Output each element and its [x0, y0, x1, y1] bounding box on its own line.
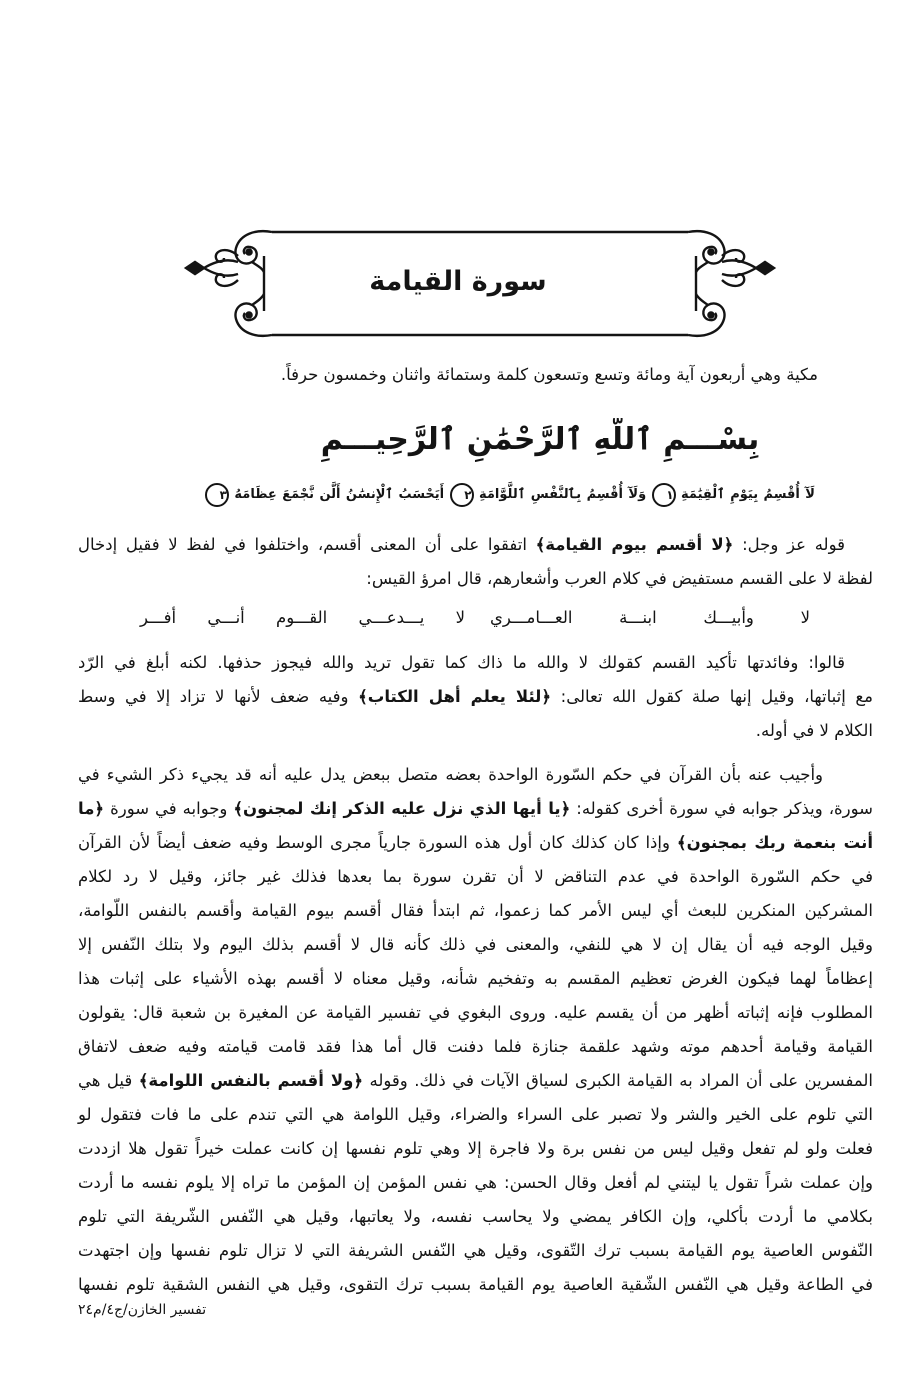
commentary-paragraph — [78, 646, 873, 748]
text-segment: اتفقوا على أن المعنى أقسم، واختلفوا في لفظ لا فقيل إدخال — [78, 535, 536, 554]
poem-second-hemistich: لا يـــدعـــي القـــوم أنـــي أفـــر — [140, 608, 465, 627]
quran-quote: أنت بنعمة ربك بمجنون﴾ — [676, 833, 873, 852]
text-line — [78, 680, 873, 714]
text-line — [78, 1132, 873, 1166]
text-segment: سورة، ويذكر جوابه في سورة أخرى كقوله: — [570, 799, 873, 818]
text-line — [78, 1200, 873, 1234]
text-line — [78, 714, 873, 748]
text-segment: قيل هي — [78, 1071, 139, 1090]
quran-quote: ﴿ولا أقسم بالنفس اللوامة﴾ — [138, 1071, 364, 1090]
text-segment: النّفوس العاصية يوم القيامة بسبب ترك التّقوى، وقيل هي النّفس الشريفة التي لا تزال تلوم نفسها وإن اجتهدت — [78, 1241, 873, 1260]
text-segment: وقيل الوجه فيه أن يقال إن لا هي للنفي، والمعنى في ذلك كأنه قال لا أقسم بذلك اليوم ولا بتلك النّفس إلا — [78, 935, 873, 954]
text-line — [78, 1030, 873, 1064]
text-segment: قالوا: وفائدتها تأكيد القسم كقولك لا والله ما ذاك كما تقول تريد والله فيجوز حذفها. لكنه أبلغ في الرّد — [78, 653, 845, 672]
basmala: بِسْـــمِ ٱللَّهِ ٱلرَّحْمَٰنِ ٱلرَّحِيـــمِ — [320, 422, 760, 457]
text-segment: الكلام لا في أوله. — [755, 721, 873, 740]
text-line — [78, 928, 873, 962]
text-segment: التي تلوم على الخير والشر ولا تصبر على السراء والضراء، وقيل اللوامة هي التي تندم على ما فات فتقول لو — [78, 1105, 873, 1124]
ayah-number-marker: ١ — [652, 483, 676, 507]
text-segment: فعلت ولو لم تفعل وقيل ليس من نفس برة ولا فاجرة إلا وهي تلوم نفسها إن كانت عملت خيراً تقول هلا ازددت — [78, 1139, 873, 1158]
commentary-paragraph — [78, 758, 873, 1302]
text-segment: لفظة لا على القسم مستفيض في كلام العرب وأشعارهم، قال امرؤ القيس: — [366, 569, 873, 588]
text-line — [78, 792, 873, 826]
text-line — [78, 1098, 873, 1132]
quran-verses-line — [205, 477, 815, 513]
text-segment: قوله عز وجل: — [733, 535, 845, 554]
quran-quote: ﴿يا أيها الذي نزل عليه الذكر إنك لمجنون﴾ — [233, 799, 571, 818]
text-line — [78, 646, 873, 680]
surah-intro-line: مكية وهي أربعون آية ومائة وتسع وتسعون كلمة وستمائة واثنان وخمسون حرفاً. — [280, 365, 818, 384]
text-segment: المطلوب فإنه إثباته أظهر من أن يقسم عليه. وروى البغوي في تفسير القيامة عن المغيرة بن شعبة قال: يقولون — [78, 1003, 873, 1022]
text-segment: وجوابه في سورة — [104, 799, 234, 818]
text-line — [78, 1234, 873, 1268]
right-ornament — [688, 231, 774, 336]
surah-title: سورة القيامة — [369, 266, 547, 297]
text-segment: في حكم السّورة الواحدة في عدم التناقض لا أن تقرن سورة بما بعدها فذلك غير جائز، وقيل لا رد لكلام — [78, 867, 873, 886]
verse-text: وَلَآ أُقْسِمُ بِٱلنَّفْسِ ٱللَّوَّامَةِ — [479, 487, 647, 502]
surah-title-frame — [0, 0, 914, 400]
verse-text: لَآ أُقْسِمُ بِيَوْمِ ٱلْقِيَٰمَةِ — [681, 487, 815, 502]
page-signature: تفسير الخازن/ج٤/م٢٤ — [78, 1302, 207, 1318]
text-line — [78, 1064, 873, 1098]
text-segment: وفيه ضعف لأنها لا تزاد إلا في وسط — [78, 687, 359, 706]
text-segment: وإن عملت شراً تقول يا ليتني لم أفعل وقال الحسن: هي نفس المؤمن إن المؤمن ما تراه إلا يلوم نفسه ما أردت — [78, 1173, 873, 1192]
text-line — [78, 962, 873, 996]
text-segment: وإذا كان كذلك كان أول هذه السورة جارياً مجرى الوسط وفيه ضعف أيضاً لأن القرآن — [78, 833, 677, 852]
text-line — [78, 894, 873, 928]
quran-quote: ﴿ما — [78, 799, 105, 818]
text-segment: المفسرين على أن المراد به القيامة الكبرى لسياق الآيات في ذلك. وقوله — [363, 1071, 873, 1090]
text-line — [78, 562, 873, 596]
text-line — [78, 860, 873, 894]
poem-first-hemistich: لا وأبيـــك ابنـــة العـــامـــري — [490, 608, 810, 627]
text-line — [78, 1166, 873, 1200]
text-line — [78, 758, 873, 792]
text-line — [78, 1268, 873, 1302]
verse-text: أَيَحْسَبُ ٱلْإِنسَٰنُ أَلَّن نَّجْمَعَ عِظَامَهُ — [234, 487, 445, 502]
quran-quote: ﴿لا أقسم بيوم القيامة﴾ — [535, 535, 734, 554]
text-segment: المشركين المنكرين للبعث أي ليس الأمر كما زعموا، ثم ابتدأ فقال أقسم بيوم القيامة وأقسم بالنفس اللّوامة، — [78, 901, 873, 920]
commentary-paragraph — [78, 528, 873, 596]
text-line — [78, 528, 873, 562]
quran-quote: ﴿لئلا يعلم أهل الكتاب﴾ — [358, 687, 552, 706]
text-segment: في الطاعة وقيل هي النّفس الشّقية العاصية يوم القيامة بسبب ترك التقوى، وقيل هي النفس الشقية تلوم نفسها — [78, 1275, 873, 1294]
text-segment: مع إثباتها، وقيل إنها صلة كقول الله تعالى: — [551, 687, 873, 706]
text-segment: وأجيب عنه بأن القرآن في حكم السّورة الواحدة بعضه متصل ببعض يدل عليه أنه قد يجيء ذكر الشيء في — [78, 765, 823, 784]
text-segment: القيامة وقيامة أحدهم موته وشهد علقمة جنازة فلما دفنت قال أما هذا فقد قامت قيامته وفيه ضعف لاتفاق — [78, 1037, 873, 1056]
text-segment: إعظاماً لهما فيكون الغرض تعظيم المقسم به وتفخيم شأنه، وقيل معناه لا أقسم بهذه الأشياء على إثبات هذا — [78, 969, 873, 988]
text-segment: بكلامي ما أردت بأكلي، وإن الكافر يمضي ولا يحاسب نفسه، ولا يعاتبها، وقيل هي النّفس الشّريفة التي تلوم — [78, 1207, 873, 1226]
ayah-number-marker: ٢ — [450, 483, 474, 507]
ayah-number-marker: ٣ — [205, 483, 229, 507]
text-line — [78, 826, 873, 860]
text-line — [78, 996, 873, 1030]
